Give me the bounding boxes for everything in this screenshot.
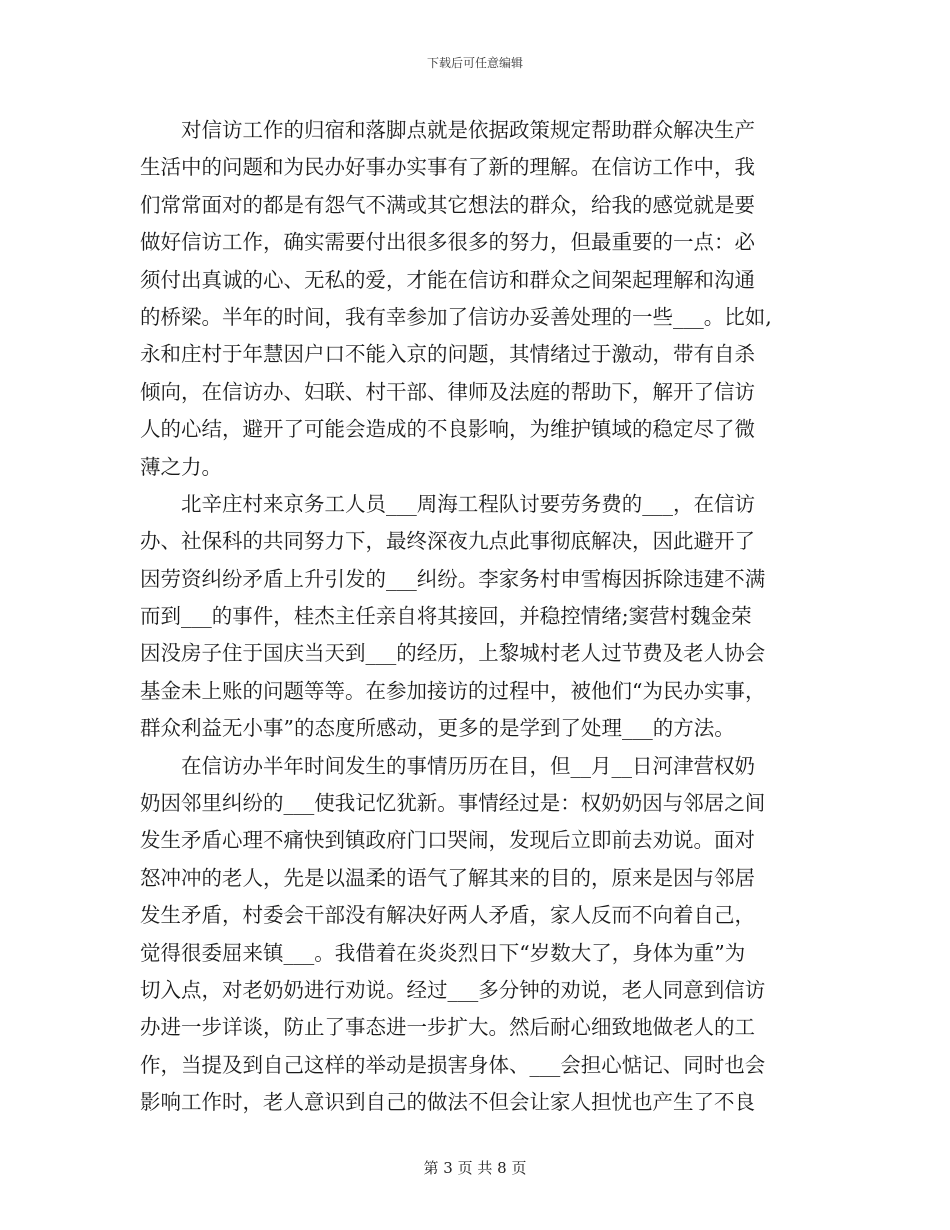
text-line: 发生矛盾，村委会干部没有解决好两人矛盾，家人反而不向着自己，: [140, 903, 755, 928]
text-line: 永和庄村于年慧因户口不能入京的问题，其情绪过于激动，带有自杀: [140, 342, 755, 367]
document-body: [140, 112, 820, 1122]
text-line: 做好信访工作，确实需要付出很多很多的努力，但最重要的一点：必: [140, 230, 755, 255]
text-line: 切入点，对老奶奶进行劝说。经过___多分钟的劝说，老人同意到信访: [140, 977, 766, 1002]
text-line: 怒冲冲的老人，先是以温柔的语气了解其来的目的，原来是因与邻居: [140, 865, 755, 890]
text-line: 生活中的问题和为民办好事办实事有了新的理解。在信访工作中，我: [140, 155, 755, 180]
text-line: 在信访办半年时间发生的事情历历在目，但__月__日河津营权奶: [140, 753, 755, 778]
page-header: 下载后可任意编辑: [426, 56, 523, 70]
text-line: 因没房子住于国庆当天到___的经历，上黎城村老人过节费及老人协会: [140, 641, 766, 666]
text-line: 发生矛盾心理不痛快到镇政府门口哭闹，发现后立即前去劝说。面对: [140, 828, 755, 853]
text-line: 薄之力。: [140, 454, 222, 479]
text-line: 奶因邻里纠纷的___使我记忆犹新。事情经过是：权奶奶因与邻居之间: [140, 791, 766, 816]
text-line: 办进一步详谈，防止了事态进一步扩大。然后耐心细致地做老人的工: [140, 1015, 755, 1040]
text-line: 群众利益无小事”的态度所感动，更多的是学到了处理___的方法。: [140, 716, 735, 741]
text-line: 们常常面对的都是有怨气不满或其它想法的群众，给我的感觉就是要: [140, 192, 755, 217]
text-line: 而到___的事件，桂杰主任亲自将其接回，并稳控情绪;窦营村魏金荣: [140, 604, 752, 629]
page-number-footer: 第 3 页 共 8 页: [423, 1159, 527, 1177]
text-line: 北辛庄村来京务工人员___周海工程队讨要劳务费的___，在信访: [140, 491, 755, 516]
text-line: 倾向，在信访办、妇联、村干部、律师及法庭的帮助下，解开了信访: [140, 379, 755, 404]
text-line: 的桥梁。半年的时间，我有幸参加了信访办妥善处理的一些___。比如,: [140, 304, 772, 329]
text-line: 办、社保科的共同努力下，最终深夜九点此事彻底解决，因此避开了: [140, 529, 755, 554]
text-line: 作，当提及到自己这样的举动是损害身体、___会担心惦记、同时也会: [140, 1052, 766, 1077]
text-line: 对信访工作的归宿和落脚点就是依据政策规定帮助群众解决生产: [140, 118, 755, 142]
text-line: 影响工作时，老人意识到自己的做法不但会让家人担忧也产生了不良: [140, 1090, 755, 1115]
text-line: 人的心结，避开了可能会造成的不良影响，为维护镇域的稳定尽了微: [140, 417, 755, 442]
text-line: 因劳资纠纷矛盾上升引发的___纠纷。李家务村申雪梅因拆除违建不满: [140, 566, 766, 591]
text-line: 基金未上账的问题等等。在参加接访的过程中，被他们“为民办实事，: [140, 678, 766, 703]
text-line: 觉得很委屈来镇___。我借着在炎炎烈日下“岁数大了，身体为重”为: [140, 940, 746, 965]
text-line: 须付出真诚的心、无私的爱，才能在信访和群众之间架起理解和沟通: [140, 267, 755, 292]
